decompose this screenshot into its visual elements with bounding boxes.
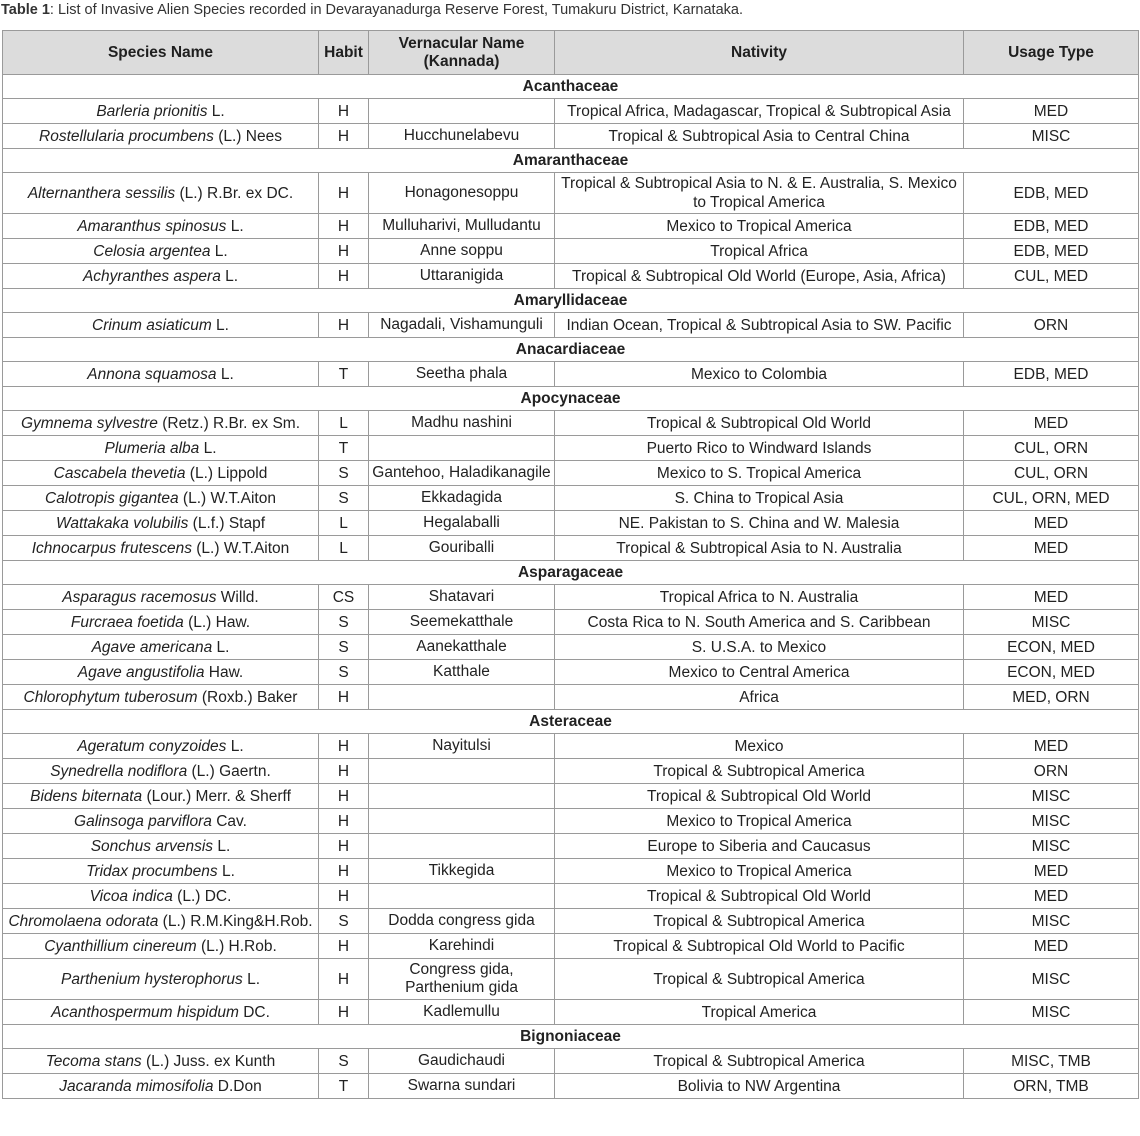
- vernacular-name-cell: [369, 809, 555, 834]
- species-name-cell: [3, 959, 319, 1000]
- vernacular-name-cell: Karehindi: [369, 934, 555, 959]
- usage-type-cell: EDB, MED: [964, 239, 1139, 264]
- species-binomial: Gymnema sylvestre: [20, 414, 158, 432]
- nativity-cell: Tropical & Subtropical Old World (Europe, Asia, Africa): [555, 264, 964, 289]
- species-author: (L.) Haw.: [183, 613, 251, 631]
- table-row: [3, 734, 1139, 759]
- usage-type-cell: ECON, MED: [964, 635, 1139, 660]
- vernacular-name-cell: Swarna sundari: [369, 1074, 555, 1099]
- family-row: [3, 710, 1139, 734]
- species-name-cell: [3, 834, 319, 859]
- nativity-cell: Mexico to Central America: [555, 660, 964, 685]
- family-row: [3, 387, 1139, 411]
- table-row: [3, 959, 1139, 1000]
- habit-cell: CS: [319, 585, 369, 610]
- habit-cell: S: [319, 1049, 369, 1074]
- species-author: L.: [226, 737, 244, 755]
- species-binomial: Annona squamosa: [87, 365, 217, 383]
- species-author: (L.) H.Rob.: [196, 937, 277, 955]
- species-name-cell: [3, 859, 319, 884]
- usage-type-cell: CUL, ORN: [964, 436, 1139, 461]
- species-binomial: Calotropis gigantea: [45, 489, 179, 507]
- species-author: D.Don: [213, 1077, 262, 1095]
- table-row: [3, 635, 1139, 660]
- family-row: [3, 149, 1139, 173]
- habit-cell: H: [319, 239, 369, 264]
- nativity-cell: Tropical & Subtropical Asia to Central China: [555, 124, 964, 149]
- species-author: (L.) Gaertn.: [187, 762, 271, 780]
- species-binomial: Ichnocarpus frutescens: [31, 539, 192, 557]
- species-binomial: Asparagus racemosus: [62, 588, 217, 606]
- habit-cell: H: [319, 759, 369, 784]
- species-binomial: Bidens biternata: [30, 787, 143, 805]
- usage-type-cell: MED: [964, 734, 1139, 759]
- usage-type-cell: CUL, ORN, MED: [964, 486, 1139, 511]
- usage-type-cell: MED: [964, 99, 1139, 124]
- table-row: [3, 809, 1139, 834]
- species-author: (L.) R.Br. ex DC.: [175, 184, 294, 202]
- usage-type-cell: ORN, TMB: [964, 1074, 1139, 1099]
- species-binomial: Parthenium hysterophorus: [60, 970, 243, 988]
- nativity-cell: Tropical & Subtropical Old World: [555, 784, 964, 809]
- vernacular-name-cell: [369, 759, 555, 784]
- species-author: L.: [217, 862, 235, 880]
- vernacular-name-cell: Ekkadagida: [369, 486, 555, 511]
- species-name-cell: [3, 734, 319, 759]
- family-name: Amaryllidaceae: [3, 289, 1139, 313]
- species-author: L.: [242, 970, 261, 988]
- species-binomial: Tridax procumbens: [86, 862, 218, 880]
- nativity-cell: Tropical & Subtropical America: [555, 909, 964, 934]
- species-name-cell: [3, 784, 319, 809]
- species-name-cell: [3, 1074, 319, 1099]
- vernacular-name-cell: Nayitulsi: [369, 734, 555, 759]
- vernacular-name-cell: [369, 99, 555, 124]
- habit-cell: T: [319, 436, 369, 461]
- header-nativity: Nativity: [555, 31, 964, 75]
- species-author: Willd.: [216, 588, 259, 606]
- header-vernacular-name: Vernacular Name (Kannada): [369, 31, 555, 75]
- species-name-cell: [3, 1000, 319, 1025]
- species-binomial: Agave americana: [91, 638, 213, 656]
- habit-cell: S: [319, 635, 369, 660]
- habit-cell: H: [319, 124, 369, 149]
- vernacular-name-cell: Shatavari: [369, 585, 555, 610]
- table-row: [3, 884, 1139, 909]
- vernacular-name-cell: Honagonesoppu: [369, 173, 555, 214]
- table-row: [3, 239, 1139, 264]
- table-row: [3, 124, 1139, 149]
- table-row: [3, 461, 1139, 486]
- species-name-cell: [3, 635, 319, 660]
- vernacular-name-cell: [369, 685, 555, 710]
- species-author: DC.: [238, 1003, 270, 1021]
- species-author: (L.f.) Stapf: [188, 514, 266, 532]
- vernacular-name-cell: Nagadali, Vishamunguli: [369, 313, 555, 338]
- species-name-cell: [3, 411, 319, 436]
- vernacular-name-cell: Dodda congress gida: [369, 909, 555, 934]
- vernacular-name-cell: Anne soppu: [369, 239, 555, 264]
- species-name-cell: [3, 909, 319, 934]
- header-usage-type: Usage Type: [964, 31, 1139, 75]
- species-author: L.: [210, 242, 228, 260]
- usage-type-cell: CUL, ORN: [964, 461, 1139, 486]
- species-binomial: Achyranthes aspera: [82, 267, 221, 285]
- usage-type-cell: ECON, MED: [964, 660, 1139, 685]
- caption-text: : List of Invasive Alien Species recorded in Devarayanadurga Reserve Forest, Tumakuru District, Karnataka.: [49, 2, 743, 18]
- species-binomial: Galinsoga parviflora: [74, 812, 212, 830]
- table-row: [3, 859, 1139, 884]
- table-row: [3, 909, 1139, 934]
- species-binomial: Vicoa indica: [89, 887, 173, 905]
- species-binomial: Cyanthillium cinereum: [44, 937, 197, 955]
- species-binomial: Barleria prionitis: [96, 102, 208, 120]
- usage-type-cell: ORN: [964, 759, 1139, 784]
- nativity-cell: Puerto Rico to Windward Islands: [555, 436, 964, 461]
- caption-label: Table 1: [1, 2, 50, 18]
- header-habit: Habit: [319, 31, 369, 75]
- nativity-cell: Mexico to S. Tropical America: [555, 461, 964, 486]
- nativity-cell: Tropical & Subtropical Old World to Pacific: [555, 934, 964, 959]
- species-binomial: Alternanthera sessilis: [27, 184, 176, 202]
- species-name-cell: [3, 313, 319, 338]
- species-author: L.: [207, 102, 225, 120]
- vernacular-name-cell: Aanekatthale: [369, 635, 555, 660]
- species-name-cell: [3, 239, 319, 264]
- species-author: L.: [212, 638, 230, 656]
- nativity-cell: Tropical Africa to N. Australia: [555, 585, 964, 610]
- species-binomial: Agave angustifolia: [77, 663, 205, 681]
- usage-type-cell: MED: [964, 859, 1139, 884]
- habit-cell: L: [319, 511, 369, 536]
- species-binomial: Wattakaka volubilis: [55, 514, 189, 532]
- usage-type-cell: MISC: [964, 959, 1139, 1000]
- vernacular-name-cell: Gantehoo, Haladikanagile: [369, 461, 555, 486]
- table-row: [3, 486, 1139, 511]
- nativity-cell: Mexico: [555, 734, 964, 759]
- species-author: L.: [220, 267, 239, 285]
- usage-type-cell: ORN: [964, 313, 1139, 338]
- species-binomial: Synedrella nodiflora: [50, 762, 188, 780]
- species-author: (Roxb.) Baker: [197, 688, 298, 706]
- species-author: (L.) W.T.Aiton: [191, 539, 290, 557]
- habit-cell: S: [319, 909, 369, 934]
- habit-cell: L: [319, 536, 369, 561]
- vernacular-name-cell: [369, 834, 555, 859]
- habit-cell: S: [319, 461, 369, 486]
- species-name-cell: [3, 264, 319, 289]
- species-name-cell: [3, 610, 319, 635]
- species-name-cell: [3, 884, 319, 909]
- table-row: [3, 784, 1139, 809]
- nativity-cell: Bolivia to NW Argentina: [555, 1074, 964, 1099]
- species-name-cell: [3, 99, 319, 124]
- vernacular-name-cell: Gouriballi: [369, 536, 555, 561]
- species-name-cell: [3, 486, 319, 511]
- species-binomial: Jacaranda mimosifolia: [59, 1077, 214, 1095]
- nativity-cell: Tropical & Subtropical Asia to N. & E. Australia, S. Mexico to Tropical America: [555, 173, 964, 214]
- nativity-cell: Europe to Siberia and Caucasus: [555, 834, 964, 859]
- species-author: L.: [216, 365, 234, 383]
- nativity-cell: Mexico to Tropical America: [555, 809, 964, 834]
- vernacular-name-cell: Tikkegida: [369, 859, 555, 884]
- table-row: [3, 173, 1139, 214]
- nativity-cell: Costa Rica to N. South America and S. Caribbean: [555, 610, 964, 635]
- usage-type-cell: EDB, MED: [964, 214, 1139, 239]
- nativity-cell: Tropical & Subtropical Old World: [555, 411, 964, 436]
- species-binomial: Crinum asiaticum: [92, 316, 212, 334]
- habit-cell: H: [319, 264, 369, 289]
- species-name-cell: [3, 173, 319, 214]
- usage-type-cell: MED: [964, 411, 1139, 436]
- vernacular-name-cell: Hucchunelabevu: [369, 124, 555, 149]
- habit-cell: H: [319, 734, 369, 759]
- table-row: [3, 1000, 1139, 1025]
- family-name: Amaranthaceae: [3, 149, 1139, 173]
- habit-cell: H: [319, 99, 369, 124]
- habit-cell: H: [319, 313, 369, 338]
- species-name-cell: [3, 461, 319, 486]
- species-author: (L.) W.T.Aiton: [178, 489, 276, 507]
- species-author: (Retz.) R.Br. ex Sm.: [157, 414, 301, 432]
- vernacular-name-cell: Seetha phala: [369, 362, 555, 387]
- species-name-cell: [3, 585, 319, 610]
- table-row: [3, 436, 1139, 461]
- family-row: [3, 338, 1139, 362]
- family-row: [3, 75, 1139, 99]
- species-author: (L.) Nees: [213, 127, 282, 145]
- species-binomial: Chlorophytum tuberosum: [23, 688, 198, 706]
- vernacular-name-cell: Mulluharivi, Mulludantu: [369, 214, 555, 239]
- species-binomial: Rostellularia procumbens: [39, 127, 214, 145]
- species-name-cell: [3, 214, 319, 239]
- vernacular-name-cell: Kadlemullu: [369, 1000, 555, 1025]
- vernacular-name-cell: Congress gida, Parthenium gida: [369, 959, 555, 1000]
- family-row: [3, 289, 1139, 313]
- species-author: L.: [199, 439, 217, 457]
- species-binomial: Ageratum conyzoides: [77, 737, 227, 755]
- species-name-cell: [3, 660, 319, 685]
- species-author: (Lour.) Merr. & Sherff: [142, 787, 291, 805]
- table-row: [3, 834, 1139, 859]
- species-binomial: Sonchus arvensis: [90, 837, 214, 855]
- table-header-row: [3, 31, 1139, 75]
- table-row: [3, 536, 1139, 561]
- nativity-cell: Tropical Africa: [555, 239, 964, 264]
- family-row: [3, 1025, 1139, 1049]
- table-body: [3, 75, 1139, 1099]
- species-author: L.: [211, 316, 229, 334]
- usage-type-cell: MED, ORN: [964, 685, 1139, 710]
- table-row: [3, 934, 1139, 959]
- habit-cell: H: [319, 834, 369, 859]
- nativity-cell: Mexico to Colombia: [555, 362, 964, 387]
- habit-cell: T: [319, 362, 369, 387]
- table-row: [3, 1074, 1139, 1099]
- species-binomial: Acanthospermum hispidum: [51, 1003, 239, 1021]
- species-name-cell: [3, 759, 319, 784]
- vernacular-name-cell: Gaudichaudi: [369, 1049, 555, 1074]
- habit-cell: T: [319, 1074, 369, 1099]
- family-name: Apocynaceae: [3, 387, 1139, 411]
- species-binomial: Chromolaena odorata: [8, 912, 159, 930]
- usage-type-cell: MISC: [964, 124, 1139, 149]
- species-author: (L.) Juss. ex Kunth: [141, 1052, 276, 1070]
- nativity-cell: Tropical & Subtropical America: [555, 759, 964, 784]
- vernacular-name-cell: [369, 884, 555, 909]
- nativity-cell: Tropical & Subtropical America: [555, 959, 964, 1000]
- nativity-cell: Tropical & Subtropical Old World: [555, 884, 964, 909]
- species-binomial: Celosia argentea: [93, 242, 211, 260]
- nativity-cell: Indian Ocean, Tropical & Subtropical Asia to SW. Pacific: [555, 313, 964, 338]
- species-author: Cav.: [211, 812, 247, 830]
- table-row: [3, 362, 1139, 387]
- species-name-cell: [3, 124, 319, 149]
- vernacular-name-cell: Katthale: [369, 660, 555, 685]
- usage-type-cell: EDB, MED: [964, 362, 1139, 387]
- nativity-cell: Africa: [555, 685, 964, 710]
- vernacular-name-cell: [369, 784, 555, 809]
- table-row: [3, 610, 1139, 635]
- species-author: Haw.: [204, 663, 244, 681]
- usage-type-cell: MED: [964, 536, 1139, 561]
- habit-cell: H: [319, 884, 369, 909]
- table-row: [3, 264, 1139, 289]
- species-binomial: Furcraea foetida: [70, 613, 184, 631]
- species-binomial: Plumeria alba: [104, 439, 200, 457]
- species-binomial: Amaranthus spinosus: [77, 217, 227, 235]
- family-row: [3, 561, 1139, 585]
- family-name: Anacardiaceae: [3, 338, 1139, 362]
- nativity-cell: Tropical & Subtropical Asia to N. Australia: [555, 536, 964, 561]
- nativity-cell: NE. Pakistan to S. China and W. Malesia: [555, 511, 964, 536]
- usage-type-cell: MED: [964, 884, 1139, 909]
- table-row: [3, 759, 1139, 784]
- species-name-cell: [3, 536, 319, 561]
- species-author: L.: [226, 217, 244, 235]
- habit-cell: L: [319, 411, 369, 436]
- habit-cell: S: [319, 660, 369, 685]
- nativity-cell: Tropical America: [555, 1000, 964, 1025]
- species-name-cell: [3, 511, 319, 536]
- species-name-cell: [3, 436, 319, 461]
- species-author: L.: [213, 837, 231, 855]
- nativity-cell: Mexico to Tropical America: [555, 214, 964, 239]
- habit-cell: H: [319, 934, 369, 959]
- usage-type-cell: MISC: [964, 1000, 1139, 1025]
- vernacular-name-cell: Uttaranigida: [369, 264, 555, 289]
- header-species-name: Species Name: [3, 31, 319, 75]
- nativity-cell: Mexico to Tropical America: [555, 859, 964, 884]
- usage-type-cell: CUL, MED: [964, 264, 1139, 289]
- table-row: [3, 685, 1139, 710]
- vernacular-name-cell: Seemekatthale: [369, 610, 555, 635]
- vernacular-name-cell: Madhu nashini: [369, 411, 555, 436]
- table-row: [3, 313, 1139, 338]
- species-name-cell: [3, 362, 319, 387]
- habit-cell: H: [319, 1000, 369, 1025]
- table-row: [3, 511, 1139, 536]
- table-row: [3, 214, 1139, 239]
- family-name: Acanthaceae: [3, 75, 1139, 99]
- nativity-cell: Tropical Africa, Madagascar, Tropical & Subtropical Asia: [555, 99, 964, 124]
- table-row: [3, 1049, 1139, 1074]
- family-name: Bignoniaceae: [3, 1025, 1139, 1049]
- species-name-cell: [3, 1049, 319, 1074]
- habit-cell: S: [319, 610, 369, 635]
- habit-cell: H: [319, 685, 369, 710]
- usage-type-cell: MISC: [964, 784, 1139, 809]
- usage-type-cell: MED: [964, 511, 1139, 536]
- species-author: (L.) R.M.King&H.Rob.: [158, 912, 313, 930]
- habit-cell: H: [319, 784, 369, 809]
- species-name-cell: [3, 809, 319, 834]
- species-author: (L.) DC.: [172, 887, 232, 905]
- species-name-cell: [3, 934, 319, 959]
- usage-type-cell: MISC: [964, 834, 1139, 859]
- species-table: [2, 30, 1139, 1099]
- nativity-cell: S. U.S.A. to Mexico: [555, 635, 964, 660]
- usage-type-cell: EDB, MED: [964, 173, 1139, 214]
- vernacular-name-cell: [369, 436, 555, 461]
- table-row: [3, 585, 1139, 610]
- usage-type-cell: MISC, TMB: [964, 1049, 1139, 1074]
- usage-type-cell: MISC: [964, 909, 1139, 934]
- species-name-cell: [3, 685, 319, 710]
- table-row: [3, 99, 1139, 124]
- usage-type-cell: MED: [964, 934, 1139, 959]
- usage-type-cell: MED: [964, 585, 1139, 610]
- nativity-cell: Tropical & Subtropical America: [555, 1049, 964, 1074]
- habit-cell: H: [319, 214, 369, 239]
- habit-cell: S: [319, 486, 369, 511]
- vernacular-name-cell: Hegalaballi: [369, 511, 555, 536]
- nativity-cell: S. China to Tropical Asia: [555, 486, 964, 511]
- usage-type-cell: MISC: [964, 809, 1139, 834]
- species-author: (L.) Lippold: [185, 464, 268, 482]
- habit-cell: H: [319, 173, 369, 214]
- species-binomial: Tecoma stans: [45, 1052, 142, 1070]
- habit-cell: H: [319, 809, 369, 834]
- family-name: Asparagaceae: [3, 561, 1139, 585]
- table-row: [3, 660, 1139, 685]
- table-row: [3, 411, 1139, 436]
- species-binomial: Cascabela thevetia: [53, 464, 186, 482]
- table-caption: [1, 1, 743, 23]
- family-name: Asteraceae: [3, 710, 1139, 734]
- usage-type-cell: MISC: [964, 610, 1139, 635]
- habit-cell: H: [319, 959, 369, 1000]
- habit-cell: H: [319, 859, 369, 884]
